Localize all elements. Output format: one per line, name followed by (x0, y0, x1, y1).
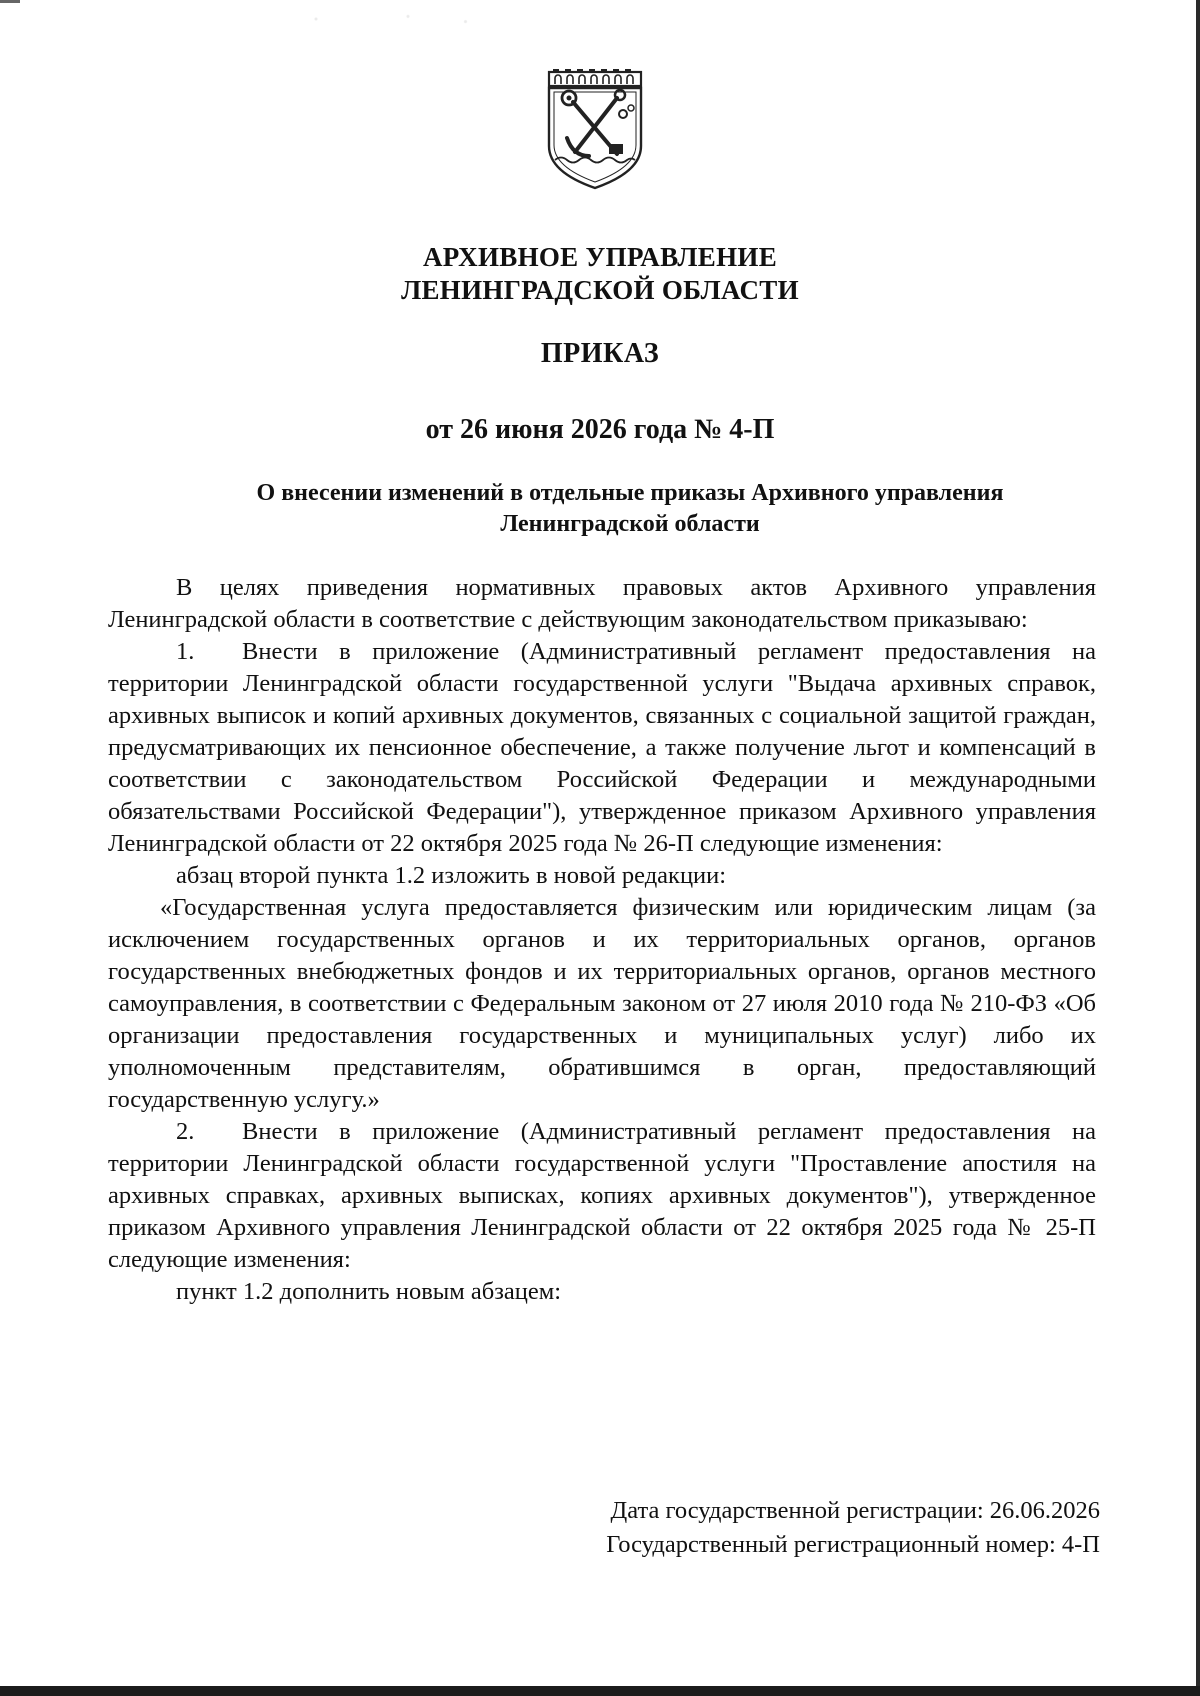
item-2-number: 2. (176, 1118, 195, 1145)
item-1-number: 1. (176, 638, 195, 665)
document-type: ПРИКАЗ (540, 338, 660, 369)
subject-line-1: О внесении изменений в отдельные приказы Архивного управления (256, 480, 1004, 506)
item-1-sub-paragraph: абзац второй пункта 1.2 изложить в новой редакции: (176, 862, 727, 889)
item-1-quote-paragraph: «Государственная услуга предоставляется физическим или юридическим лицам (за исключением государственных органов и их территориальных органов, органов государственных внебюджетных фондов и их территориальных органов, органов местного самоуправления, в соответствии с Федеральным законом от 27 июля 2010 года № 210-ФЗ «Об организации предоставления государственных и муниципальных услуг) либо их уполномоченным представителям, обратившимся в орган, предоставляющий государственную услугу.» (108, 894, 1096, 1113)
organization-line-1: АРХИВНОЕ УПРАВЛЕНИЕ (423, 242, 777, 272)
preamble-paragraph: В целях приведения нормативных правовых актов Архивного управления Ленинградской области в соответствие с действующим законодательством приказываю: (108, 574, 1096, 633)
registration-date: Дата государственной регистрации: 26.06.2026 (610, 1497, 1100, 1524)
document-body (108, 572, 1096, 1308)
subject-line-2: Ленинградской области (500, 511, 760, 537)
organization-name (0, 241, 1200, 307)
item-1-text: Внести в приложение (Административный регламент предоставления на территории Ленинградской области государственной услуги "Выдача архивных справок, архивных выписок и копий архивных документов, связанных с социальной защитой граждан, предусматривающих их пенсионное обеспечение, а также получение льгот и компенсаций в соответствии с законодательством Российской Федерации и международными обязательствами Российской Федерации"), утвержденное приказом Архивного управления Ленинградской области от 22 октября 2025 года № 26-П следующие изменения: (108, 638, 1096, 857)
item-2-text: Внести в приложение (Административный регламент предоставления на территории Ленинградской области государственной услуги "Проставление апостиля на архивных справках, архивных выписках, копиях архивных документов"), утвержденное приказом Архивного управления Ленинградской области от 22 октября 2025 года № 25-П следующие изменения: (108, 1118, 1096, 1273)
organization-line-2: ЛЕНИНГРАДСКОЙ ОБЛАСТИ (401, 275, 799, 305)
scan-edge-bottom (0, 1686, 1200, 1696)
coat-of-arms-icon (545, 68, 645, 192)
item-2-paragraph (108, 1116, 1096, 1276)
registration-number: Государственный регистрационный номер: 4-П (606, 1531, 1100, 1558)
registration-info (606, 1494, 1100, 1562)
item-2-sub-paragraph: пункт 1.2 дополнить новым абзацем: (176, 1278, 562, 1305)
scan-noise (270, 6, 500, 32)
scan-artifact-top (0, 0, 20, 3)
document-subject (170, 478, 1090, 540)
document-date-number: от 26 июня 2026 года № 4-П (425, 414, 775, 445)
item-1-paragraph (108, 636, 1096, 860)
